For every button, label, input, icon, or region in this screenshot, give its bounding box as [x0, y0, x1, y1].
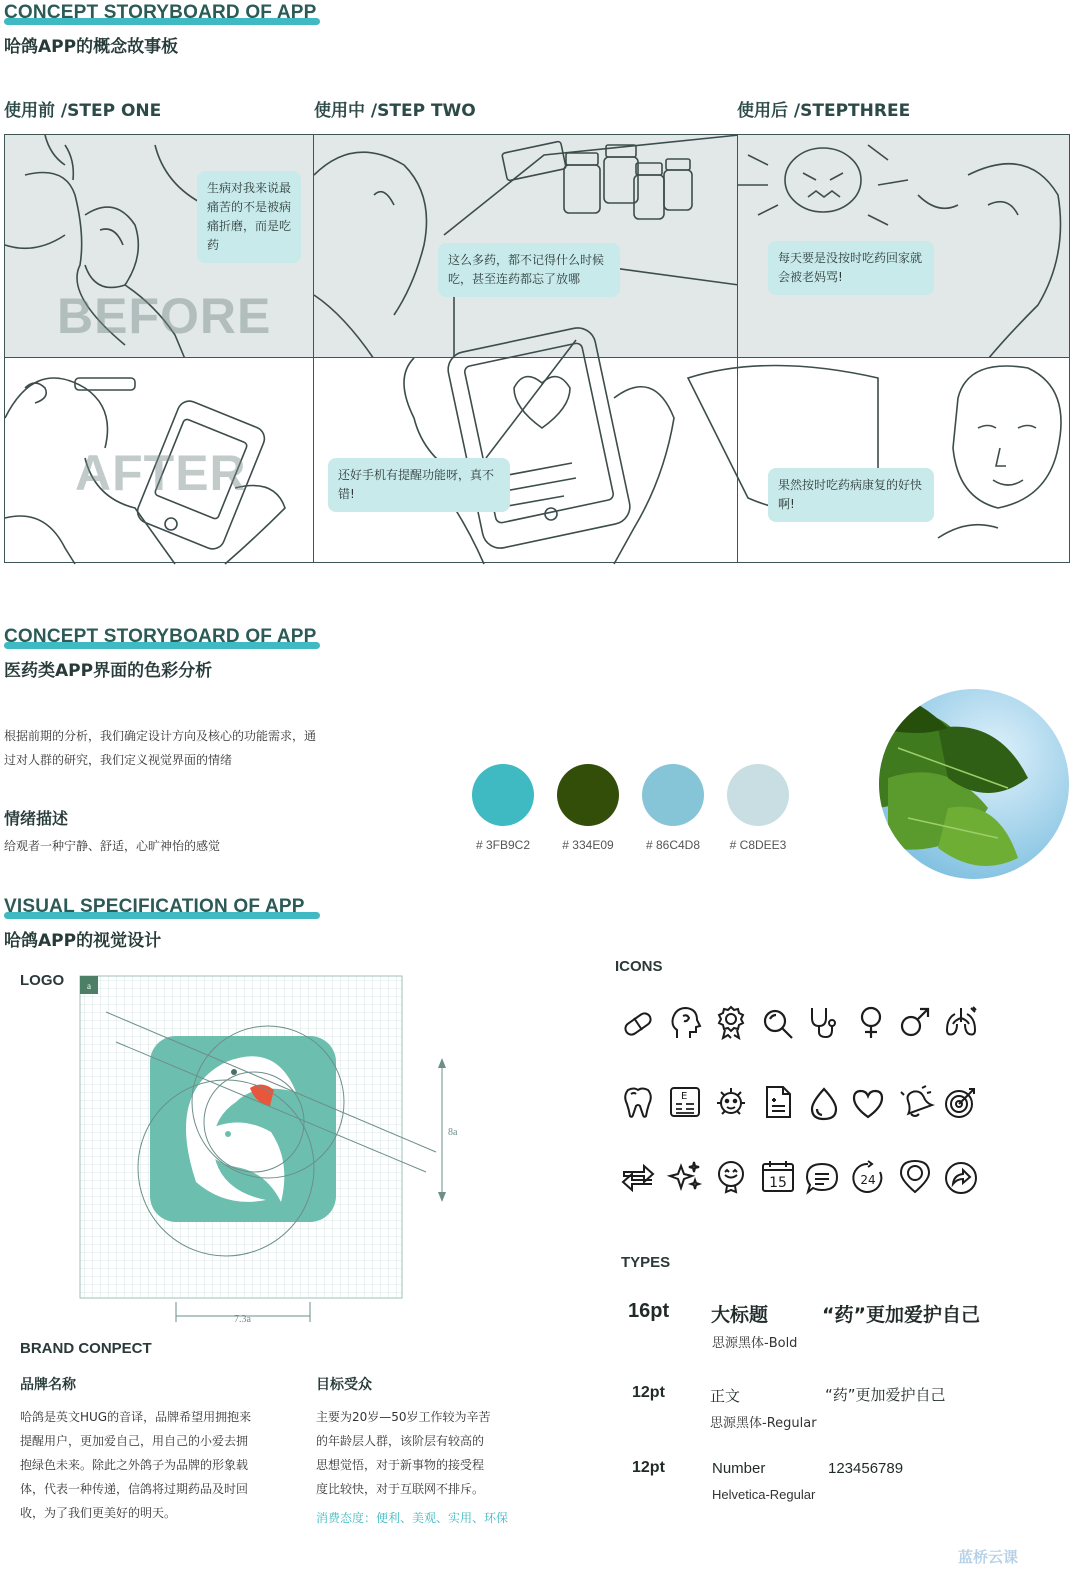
before-watermark: BEFORE — [57, 288, 272, 344]
sparkle-stars-icon — [667, 1158, 703, 1194]
types-label: TYPES — [621, 1254, 671, 1271]
audience-line: 的年龄层人群，该阶层有较高的 — [316, 1434, 485, 1448]
storyboard-title: CONCEPT STORYBOARD OF APP — [4, 2, 317, 23]
eye-chart-icon — [667, 1084, 703, 1120]
panel-before — [4, 134, 314, 358]
width-dimension: 7.3a — [234, 1314, 251, 1325]
type-sample: “药”更加爱护自己 — [822, 1304, 980, 1326]
visual-subtitle: 哈鸽APP的视觉设计 — [4, 931, 162, 951]
audience-line: 主要为20岁—50岁工作较为辛苦 — [316, 1410, 491, 1424]
color-swatch-pale-blue — [727, 764, 789, 826]
type-font: 思源黑体-Bold — [712, 1336, 798, 1351]
consumer-attitude: 消费态度：便利、美观、实用、环保 — [316, 1511, 509, 1525]
panel-medicine — [313, 134, 738, 358]
pill-icon — [620, 1006, 656, 1042]
panel-recovered — [737, 357, 1070, 563]
target-icon — [943, 1084, 979, 1120]
speech-bubble: 每天要是没按时吃药回家就会被老妈骂! — [768, 241, 934, 295]
height-dimension: 8a — [448, 1127, 458, 1138]
lungs-icon — [943, 1004, 979, 1040]
brand-concept-title: BRAND CONPECT — [20, 1340, 152, 1357]
type-font: Helvetica-Regular — [712, 1487, 816, 1502]
female-icon — [853, 1004, 889, 1040]
logo-construction — [76, 972, 456, 1332]
heart-icon — [850, 1086, 886, 1122]
virus-face-icon — [713, 1084, 749, 1120]
leaf-photo — [878, 688, 1070, 880]
swatch-label: # C8DEE3 — [729, 838, 787, 852]
storyboard-subtitle: 哈鸽APP的概念故事板 — [4, 37, 179, 57]
chat-bubble-icon — [804, 1160, 840, 1196]
panel-after — [4, 357, 314, 563]
color-title: CONCEPT STORYBOARD OF APP — [4, 626, 317, 647]
document-icon — [760, 1084, 796, 1120]
icons-label: ICONS — [615, 958, 663, 975]
speech-bubble: 还好手机有提醒功能呀，真不错! — [328, 458, 510, 512]
stethoscope-icon — [806, 1004, 842, 1040]
type-size: 16pt — [628, 1300, 670, 1322]
brand-name-line: 收，为了我们更美好的明天。 — [20, 1506, 177, 1520]
brand-name-line: 抱绿色未来。除此之外鸽子为品牌的形象载 — [20, 1458, 249, 1472]
footer-watermark: 蓝桥云课 — [958, 1548, 1019, 1566]
audience-title: 目标受众 — [316, 1377, 372, 1393]
color-desc-line1: 根据前期的分析，我们确定设计方向及核心的功能需求，通 — [4, 729, 317, 743]
color-subtitle: 医药类APP界面的色彩分析 — [4, 661, 213, 681]
award-badge-icon — [713, 1004, 749, 1040]
drop-icon — [806, 1086, 842, 1122]
happy-person-illustration — [738, 358, 1071, 564]
calendar-15-icon — [760, 1158, 796, 1194]
panel-phone-app — [313, 357, 738, 563]
brand-name-line: 体，代表一种传递，信鸽将过期药品及时回 — [20, 1482, 249, 1496]
emotion-title: 情绪描述 — [4, 809, 69, 828]
search-icon — [760, 1006, 796, 1042]
calendar-number: 15 — [769, 1175, 787, 1191]
male-icon — [897, 1004, 933, 1040]
type-name: 大标题 — [711, 1304, 769, 1326]
brand-name-line: 提醒用户，更加爱自己，用自己的小爱去拥 — [20, 1434, 249, 1448]
brand-name-title: 品牌名称 — [20, 1377, 76, 1393]
audience-line: 度比较快，对于互联网不排斥。 — [316, 1482, 485, 1496]
grid-unit-label: a — [87, 981, 91, 991]
color-swatch-dark-green — [557, 764, 619, 826]
svg-text:E: E — [681, 1091, 688, 1102]
speech-bubble: 生病对我来说最痛苦的不是被病痛折磨，而是吃药 — [197, 171, 301, 263]
emotion-desc: 给观者一种宁静、舒适，心旷神怡的感觉 — [4, 839, 221, 853]
bell-icon — [897, 1084, 933, 1120]
tooth-icon — [620, 1084, 656, 1120]
color-swatch-teal — [472, 764, 534, 826]
brand-name-line: 哈鸽是英文HUG的音译，品牌希望用拥抱来 — [20, 1410, 252, 1424]
audience-line: 思想觉悟，对于新事物的接受程 — [316, 1458, 485, 1472]
visual-title: VISUAL SPECIFICATION OF APP — [4, 896, 305, 917]
location-pin-icon — [897, 1158, 933, 1194]
step-three-label: 使用后 /STEPTHREE — [737, 101, 911, 121]
swatch-label: # 3FB9C2 — [475, 838, 531, 852]
after-watermark: AFTER — [75, 445, 247, 501]
type-font: 思源黑体-Regular — [710, 1416, 817, 1431]
24-hour-icon — [850, 1160, 886, 1196]
type-sample: 123456789 — [828, 1460, 904, 1477]
swatch-label: # 334E09 — [562, 838, 614, 852]
type-size: 12pt — [632, 1384, 665, 1401]
share-icon — [943, 1160, 979, 1196]
clock-number: 24 — [860, 1173, 876, 1187]
panel-angry-mom — [737, 134, 1070, 358]
logo-label: LOGO — [20, 972, 65, 989]
head-profile-icon — [667, 1004, 703, 1040]
type-size: 12pt — [632, 1459, 665, 1476]
type-name: Number — [712, 1460, 766, 1477]
step-one-label: 使用前 /STEP ONE — [4, 101, 162, 121]
speech-bubble: 果然按时吃药病康复的好快啊! — [768, 468, 934, 522]
step-two-label: 使用中 /STEP TWO — [314, 101, 476, 121]
color-swatch-sky-blue — [642, 764, 704, 826]
swatch-label: # 86C4D8 — [645, 838, 701, 852]
swap-arrows-icon — [620, 1158, 656, 1194]
smile-badge-icon — [713, 1158, 749, 1194]
type-name: 正文 — [710, 1387, 741, 1405]
speech-bubble: 这么多药，都不记得什么时候吃，甚至连药都忘了放哪 — [438, 243, 620, 297]
color-desc-line2: 过对人群的研究，我们定义视觉界面的情绪 — [4, 753, 233, 767]
type-sample: “药”更加爱护自己 — [825, 1386, 946, 1404]
